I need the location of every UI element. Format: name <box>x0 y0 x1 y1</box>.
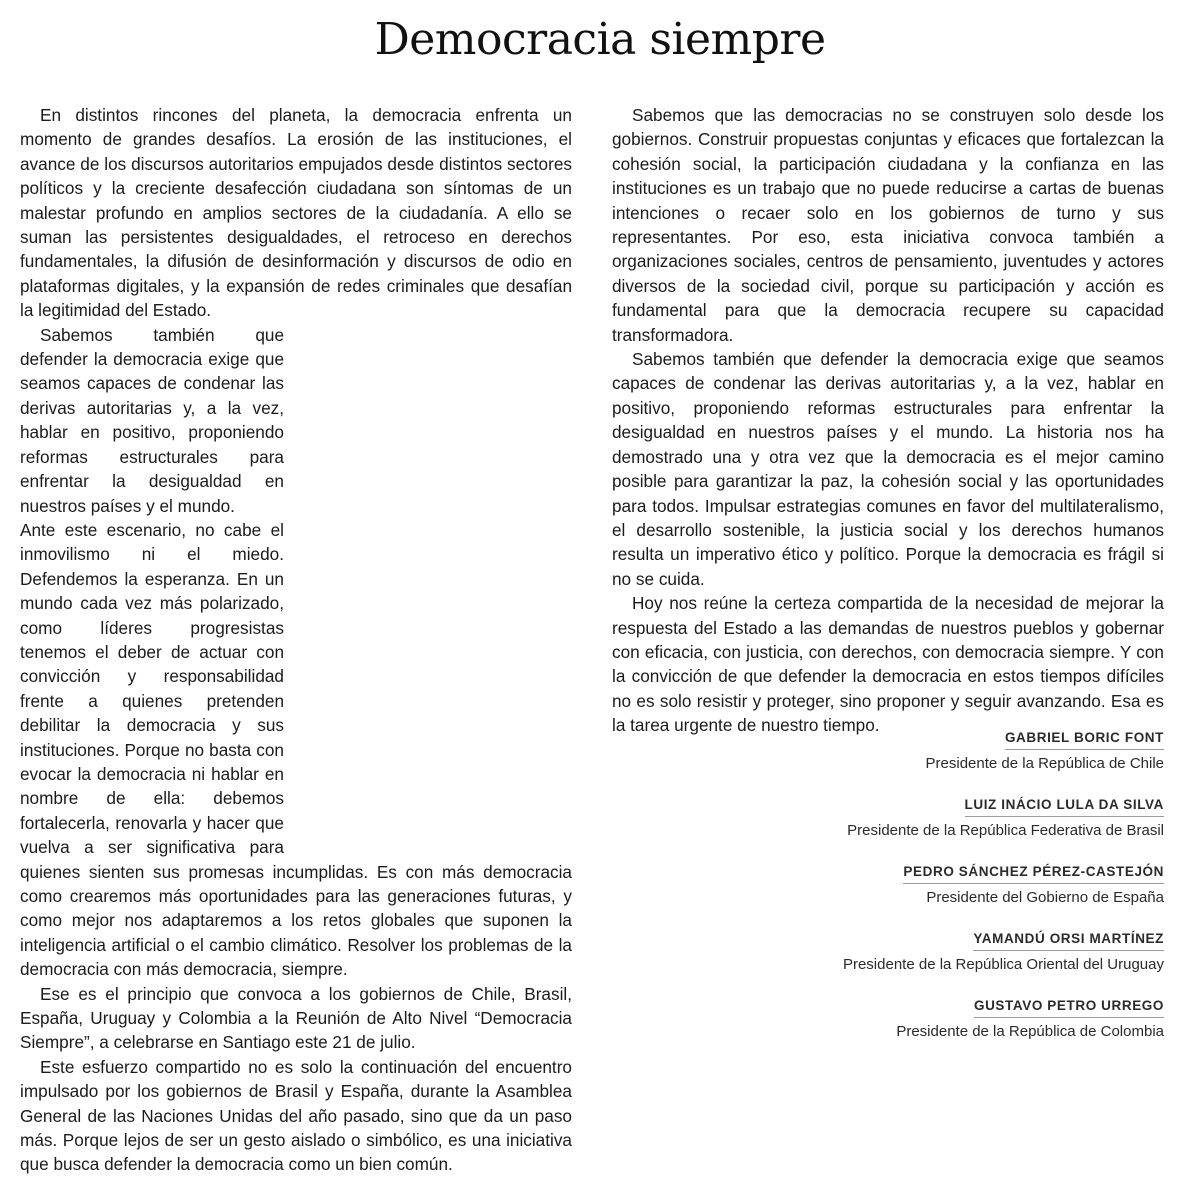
article-title: Democracia siempre <box>374 14 826 65</box>
signature <box>804 997 1164 1042</box>
pull-quote <box>300 395 572 849</box>
left-paragraph-1: En distintos rincones del planeta, la democracia enfrenta un momento de grandes desafíos. La erosión de las instituciones, el avance de los discursos autoritarios empujados desde distintos sectores políticos y la creciente desafección ciudadana son síntomas de un malestar profundo en amplios sectores de la ciudadanía. A ello se suman las persistentes desigualdades, el retroceso en derechos fundamentales, la difusión de desinformación y discursos de odio en plataformas digitales, y la expansión de redes criminales que desafían la legitimidad del Estado. <box>20 105 572 321</box>
left-paragraph-4: Este esfuerzo compartido no es solo la continuación del encuentro impulsado por los gobiernos de Brasil y España, durante la Asamblea General de las Naciones Unidas del año pasado, sino que da un paso más. Porque lejos de ser un gesto aislado o simbólico, es una iniciativa que busca defender la democracia como un bien común. <box>20 1056 572 1175</box>
signatory-title: Presidente de la República Federativa de Brasil <box>847 822 1164 839</box>
signatory-name: GUSTAVO PETRO URREGO <box>974 998 1164 1018</box>
signatory-name: LUIZ INÁCIO LULA DA SILVA <box>965 797 1165 817</box>
left-paragraph-3: Ese es el principio que convoca a los gobiernos de Chile, Brasil, España, Uruguay y Colombia a la Reunión de Alto Nivel “Democracia Siempre”, a celebrarse en Santiago este 21 de julio. <box>20 983 572 1053</box>
signature-block <box>804 729 1164 1064</box>
signatory-title: Presidente de la República Oriental del Uruguay <box>842 956 1164 973</box>
signatory-name: YAMANDÚ ORSI MARTÍNEZ <box>973 931 1164 951</box>
signatory-title: Presidente del Gobierno de España <box>926 889 1164 906</box>
signature <box>804 729 1164 774</box>
left-paragraph-2-text: Ante este escenario, no cabe el inmovilismo ni el miedo. Defendemos la esperanza. En un mundo cada vez más polarizado, como líderes progresistas tenemos el deber de actuar con convicción y responsabilidad frente a quienes pretenden debilitar la democracia y sus instituciones. Porque no basta con evocar la democracia ni hablar en nombre de ella: debemos fortalecerla, renovarla y hacer que vuelva a ser significativa para quienes sienten sus promesas incumplidas. Es con más democracia como crearemos más oportunidades para las generaciones futuras, y como mejor nos adaptaremos a los retos globales que suponen la inteligencia artificial o el cambio climático. Resolver los problemas de la democracia con más democracia, siempre. <box>20 519 572 980</box>
signatory-name: GABRIEL BORIC FONT <box>1005 730 1164 750</box>
signature <box>804 863 1164 908</box>
right-paragraph-2: Sabemos también que defender la democracia exige que seamos capaces de condenar las derivas autoritarias y, a la vez, hablar en positivo, proponiendo reformas estructurales para enfrentar la desigualdad en nuestros países y el mundo. La historia nos ha demostrado una y otra vez que la democracia es el mejor camino posible para garantizar la paz, la cohesión social y las oportunidades para todos. Impulsar estrategias comunes en favor del multilateralismo, el desarrollo sostenible, la justicia social y los derechos humanos resulta un imperativo ético y político. Porque la democracia es frágil si no se cuida. <box>612 349 1164 589</box>
signatory-title: Presidente de la República de Colombia <box>896 1023 1164 1040</box>
signature <box>804 796 1164 841</box>
signature <box>804 930 1164 975</box>
left-column <box>20 103 572 1177</box>
right-column <box>612 103 1164 738</box>
right-paragraph-3: Hoy nos reúne la certeza compartida de la necesidad de mejorar la respuesta del Estado a las demandas de nuestros pueblos y gobernar con eficacia, con justicia, con derechos, con democracia siempre. Y con la convicción de que defender la democracia en estos tiempos difíciles no es solo resistir y proteger, sino proponer y seguir avanzando. Esa es la tarea urgente de nuestro tiempo. <box>612 593 1164 736</box>
signatory-title: Presidente de la República de Chile <box>925 755 1164 772</box>
right-paragraph-1: Sabemos que las democracias no se construyen solo desde los gobiernos. Construir propuestas conjuntas y eficaces que fortalezcan la cohesión social, la participación ciudadana y la confianza en las instituciones es un trabajo que no puede reducirse a cartas de buenas intenciones o recaer solo en los gobiernos de turno y sus representantes. Por eso, esta iniciativa convoca también a organizaciones sociales, centros de pensamiento, juventudes y actores diversos de la sociedad civil, porque su participación y acción es fundamental para que la democracia recupere su capacidad transformadora. <box>612 105 1164 345</box>
signatory-name: PEDRO SÁNCHEZ PÉREZ-CASTEJÓN <box>903 864 1164 884</box>
pull-quote-text: Sabemos también que defender la democracia exige que seamos capaces de condenar las derivas autoritarias y, a la vez, hablar en positivo, proponiendo reformas estructurales para enfrentar la desigualdad en nuestros países y el mundo. <box>20 324 284 516</box>
